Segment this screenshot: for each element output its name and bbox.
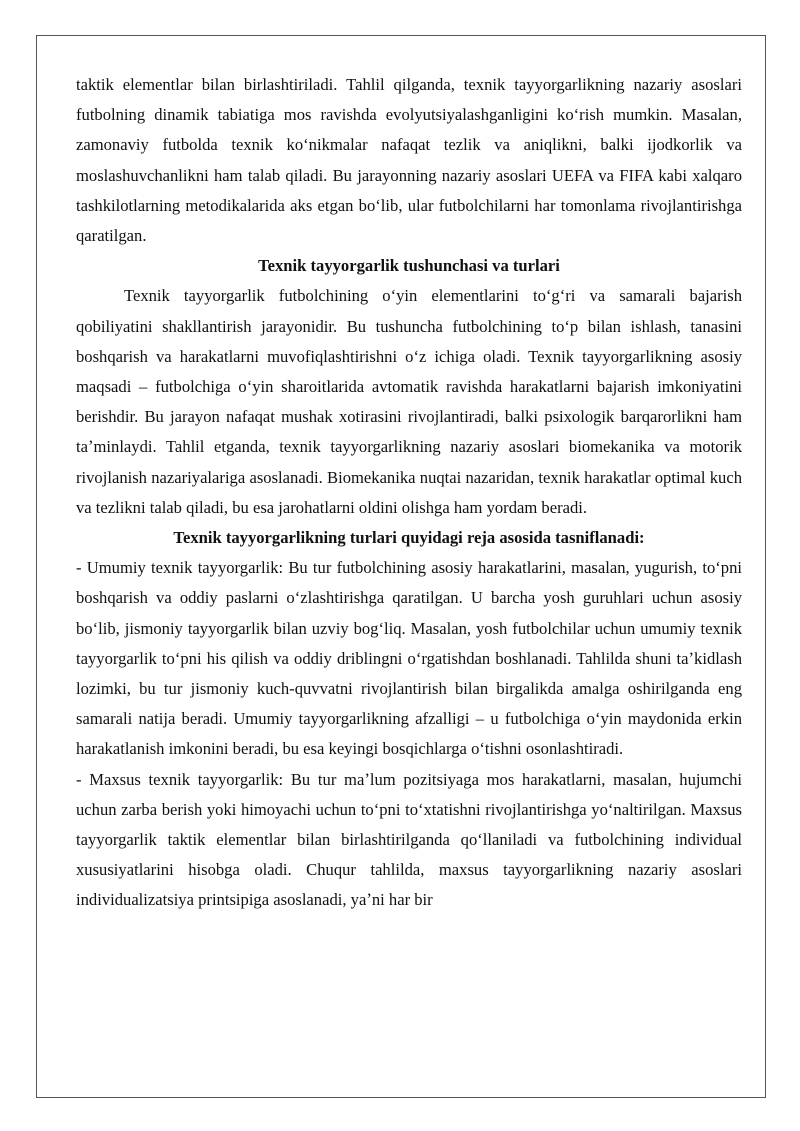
paragraph-definition: Texnik tayyorgarlik futbolchining oʻyin elementlarini toʻgʻri va samarali bajarish qobiliyatini shakllantirish jarayonidir. Bu tushuncha futbolchining toʻp bilan ishlash, tanasini boshqarish va harakatlarni muvofiqlashtirishni oʻz ichiga oladi. Texnik tayyorgarlikning asosiy maqsadi – futbolchiga oʻyin sharoitlarida avtomatik ravishda harakatlarni bajarish imkoniyatini berishdir. Bu jarayon nafaqat mushak xotirasini rivojlantiradi, balki psixologik barqarorlikni ham taʼminlaydi. Tahlil etganda, texnik tayyorgarlikning nazariy asoslari biomekanika va motorik rivojlanish nazariyalariga asoslanadi. Biomekanika nuqtai nazaridan, texnik harakatlar optimal kuch va tezlikni talab qiladi, bu esa jarohatlarni oldini olishga ham yordam beradi. — [76, 286, 742, 517]
section-heading-classification: Texnik tayyorgarlikning turlari quyidagi reja asosida tasniflanadi: — [173, 528, 645, 548]
section-heading-concept: Texnik tayyorgarlik tushunchasi va turlari — [258, 256, 560, 276]
paragraph-special-training: - Maxsus texnik tayyorgarlik: Bu tur maʼlum pozitsiyaga mos harakatlarni, masalan, hujumchi uchun zarba berish yoki himoyachi uchun toʻpni toʻxtatishni rivojlantirishga yoʻnaltirilgan. Maxsus tayyorgarlik taktik elementlar bilan birlashtirilganda qoʻllaniladi va futbolchining individual xususiyatlarini hisobga oladi. Chuqur tahlilda, maxsus tayyorgarlikning nazariy asoslari individualizatsiya printsipiga asoslanadi, yaʼni har bir — [76, 769, 742, 910]
document-body — [76, 70, 742, 916]
paragraph-general-training: - Umumiy texnik tayyorgarlik: Bu tur futbolchining asosiy harakatlarini, masalan, yugurish, toʻpni boshqarish va oddiy paslarni oʻzlashtirishga qaratilgan. U barcha yosh guruhlari uchun asosiy boʻlib, jismoniy tayyorgarlik bilan uzviy bogʻliq. Masalan, yosh futbolchilar uchun umumiy texnik tayyorgarlik toʻpni his qilish va oddiy driblingni oʻrgatishdan boshlanadi. Tahlilda shuni taʼkidlash lozimki, bu tur jismoniy kuch-quvvatni rivojlantirish bilan birgalikda amalga oshirilganda eng samarali natija beradi. Umumiy tayyorgarlikning afzalligi – u futbolchiga oʻyin maydonida erkin harakatlanish imkonini beradi, bu esa keyingi bosqichlarga oʻtishni osonlashtiradi. — [76, 558, 742, 759]
paragraph-intro-continuation: taktik elementlar bilan birlashtiriladi. Tahlil qilganda, texnik tayyorgarlikning nazariy asoslari futbolning dinamik tabiatiga mos ravishda evolyutsiyalashganligini koʻrish mumkin. Masalan, zamonaviy futbolda texnik koʻnikmalar nafaqat tezlik va aniqlikni, balki ijodkorlik va moslashuvchanlikni ham talab qiladi. Bu jarayonning nazariy asoslari UEFA va FIFA kabi xalqaro tashkilotlarning metodikalarida aks etgan boʻlib, ular futbolchilarni har tomonlama rivojlantirishga qaratilgan. — [76, 75, 742, 246]
